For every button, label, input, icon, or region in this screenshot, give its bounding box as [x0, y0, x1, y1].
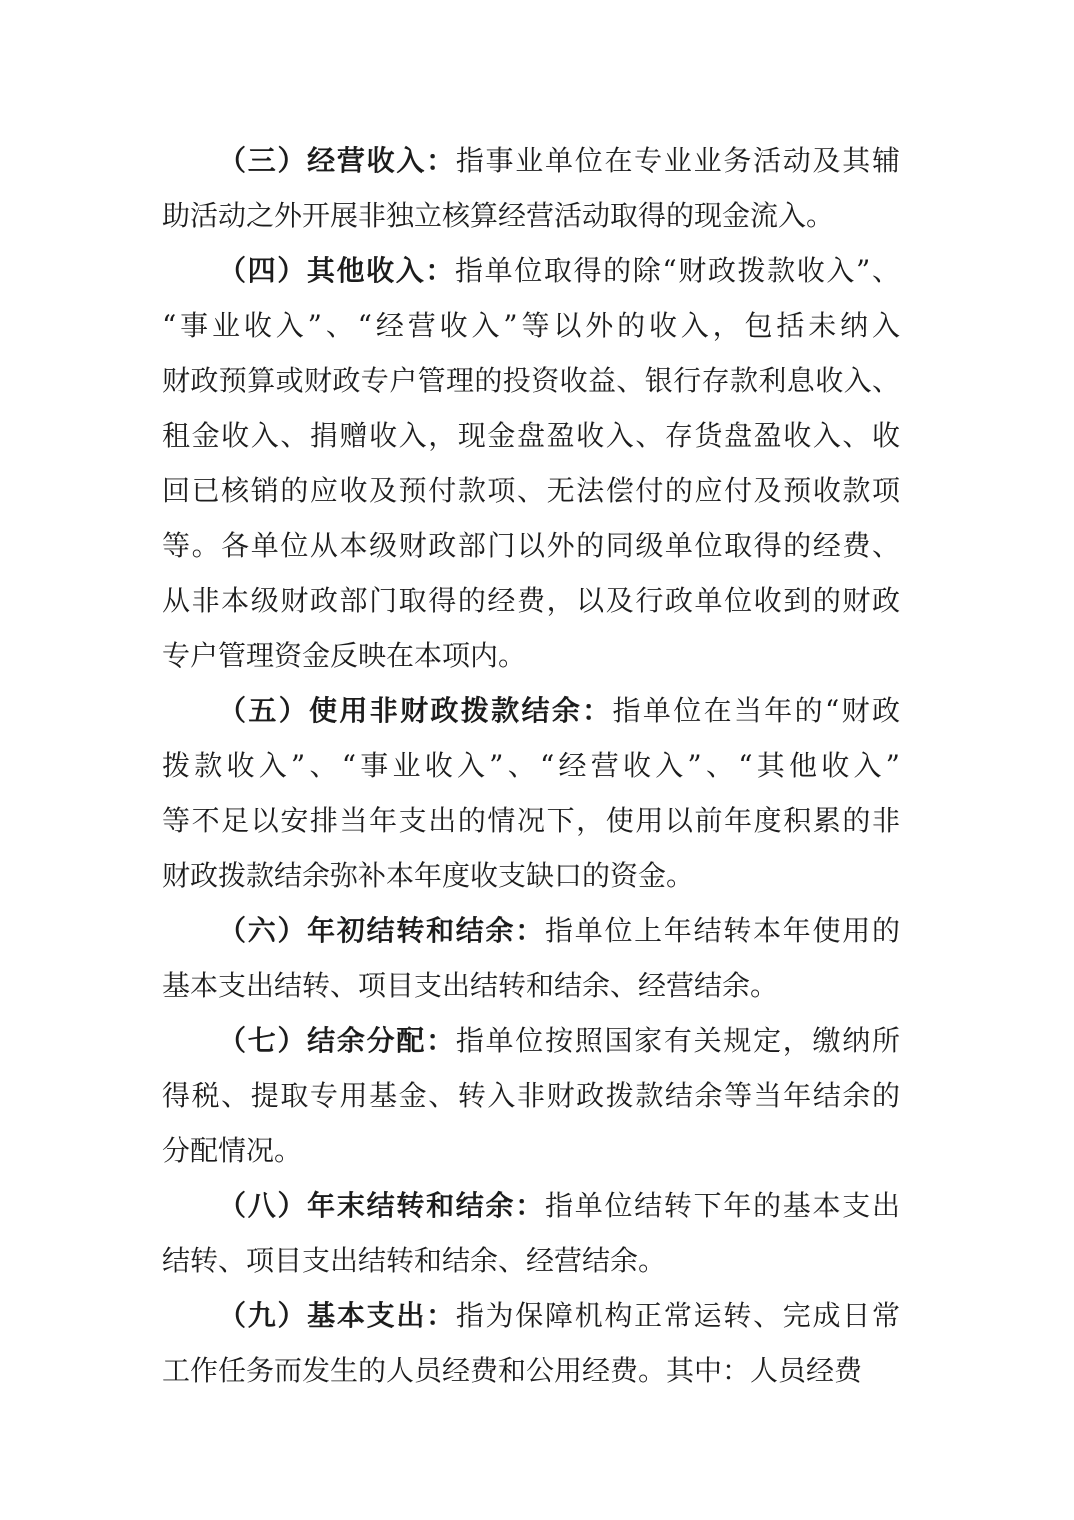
paragraph-text: 指事业单位在专业业务活动及其辅 — [455, 144, 900, 177]
paragraph-line — [162, 1288, 900, 1343]
paragraph-text: 工作任务而发生的人员经费和公用经费。其中：人员经费 — [162, 1354, 863, 1387]
paragraph — [162, 1178, 900, 1288]
paragraph-heading: （八）年末结转和结余： — [218, 1189, 545, 1222]
paragraph-text: 得税、提取专用基金、转入非财政拨款结余等当年结余的 — [162, 1079, 900, 1112]
paragraph-text: 回已核销的应收及预付款项、无法偿付的应付及预收款项 — [162, 474, 900, 507]
paragraph-text: 基本支出结转、项目支出结转和结余、经营结余。 — [162, 969, 779, 1002]
paragraph-line — [162, 353, 900, 408]
paragraph — [162, 683, 900, 903]
paragraph-text: 拨款收入”、“事业收入”、“经营收入”、“其他收入” — [162, 749, 900, 782]
paragraph-line — [162, 573, 900, 628]
paragraph — [162, 903, 900, 1013]
paragraph-line — [162, 793, 900, 848]
paragraph-heading: （六）年初结转和结余： — [218, 914, 545, 947]
paragraph-line — [162, 738, 900, 793]
paragraph-line — [162, 188, 900, 243]
paragraph-text: 指单位上年结转本年使用的 — [545, 914, 900, 947]
paragraph-line — [162, 298, 900, 353]
paragraph-text: 财政拨款结余弥补本年度收支缺口的资金。 — [162, 859, 695, 892]
paragraph-text: 等。各单位从本级财政部门以外的同级单位取得的经费、 — [162, 529, 900, 562]
paragraph-heading: （四）其他收入： — [218, 254, 455, 287]
paragraph-text: 指单位在当年的“财政 — [612, 694, 900, 727]
paragraph — [162, 1013, 900, 1178]
paragraph-heading: （九）基本支出： — [218, 1299, 456, 1332]
paragraph-line — [162, 1233, 900, 1288]
paragraph-text: 从非本级财政部门取得的经费，以及行政单位收到的财政 — [162, 584, 900, 617]
paragraph-text: 专户管理资金反映在本项内。 — [162, 639, 527, 672]
paragraph-line — [162, 408, 900, 463]
paragraph-line — [162, 1013, 900, 1068]
paragraph-text: 指单位取得的除“财政拨款收入”、 — [455, 254, 900, 287]
paragraph-line — [162, 683, 900, 738]
paragraph-line — [162, 518, 900, 573]
paragraph-text: 财政预算或财政专户管理的投资收益、银行存款利息收入、 — [162, 364, 900, 397]
paragraph-text: 等不足以安排当年支出的情况下，使用以前年度积累的非 — [162, 804, 900, 837]
paragraph — [162, 133, 900, 243]
paragraph-line — [162, 1178, 900, 1233]
paragraph-text: 租金收入、捐赠收入，现金盘盈收入、存货盘盈收入、收 — [162, 419, 900, 452]
paragraph-line — [162, 1123, 900, 1178]
document-body — [162, 133, 900, 1398]
paragraph-text: 指单位结转下年的基本支出 — [545, 1189, 900, 1222]
paragraph-line — [162, 243, 900, 298]
paragraph-heading: （七）结余分配： — [218, 1024, 456, 1057]
paragraph-text: 分配情况。 — [162, 1134, 303, 1167]
paragraph-text: 助活动之外开展非独立核算经营活动取得的现金流入。 — [162, 199, 835, 232]
paragraph-text: 指为保障机构正常运转、完成日常 — [455, 1299, 900, 1332]
paragraph-heading: （五）使用非财政拨款结余： — [218, 694, 613, 727]
paragraph-line — [162, 628, 900, 683]
paragraph — [162, 243, 900, 683]
paragraph-line — [162, 463, 900, 518]
paragraph-line — [162, 903, 900, 958]
paragraph-line — [162, 848, 900, 903]
paragraph-line — [162, 1343, 900, 1398]
paragraph-line — [162, 1068, 900, 1123]
paragraph-text: 指单位按照国家有关规定，缴纳所 — [455, 1024, 900, 1057]
paragraph-line — [162, 958, 900, 1013]
paragraph-heading: （三）经营收入： — [218, 144, 456, 177]
paragraph-text: 结转、项目支出结转和结余、经营结余。 — [162, 1244, 667, 1277]
paragraph — [162, 1288, 900, 1398]
paragraph-text: “事业收入”、“经营收入”等以外的收入，包括未纳入 — [162, 309, 900, 342]
paragraph-line — [162, 133, 900, 188]
